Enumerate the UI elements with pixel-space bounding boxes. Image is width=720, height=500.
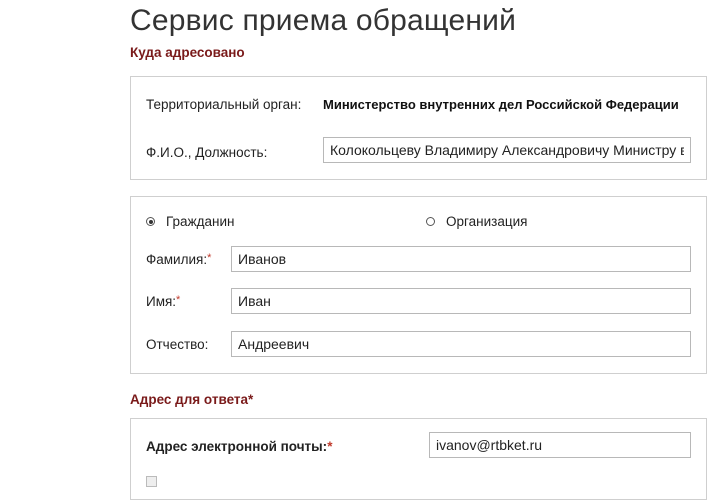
radio-organization-label[interactable]: Организация: [446, 214, 528, 229]
required-mark: *: [176, 294, 181, 306]
territorial-value: Министерство внутренних дел Российской Федерации: [323, 97, 679, 112]
radio-citizen[interactable]: [146, 217, 155, 226]
email-label: Адрес электронной почты:*: [146, 439, 333, 454]
addressee-panel: [130, 76, 707, 180]
patronymic-label: Отчество:: [146, 337, 209, 352]
fio-label: Ф.И.О., Должность:: [146, 145, 268, 160]
reply-heading: Адрес для ответа*: [130, 392, 254, 407]
faded-checkbox[interactable]: [146, 476, 157, 487]
required-mark: *: [207, 252, 212, 264]
applicant-panel: [130, 196, 707, 374]
required-mark: *: [248, 392, 254, 407]
page-title: Сервис приема обращений: [130, 4, 517, 37]
fio-input[interactable]: [323, 137, 691, 163]
territorial-label: Территориальный орган:: [146, 97, 302, 112]
name-label: Имя:*: [146, 294, 181, 309]
patronymic-input[interactable]: [231, 331, 691, 357]
surname-input[interactable]: [231, 246, 691, 272]
reply-panel: [130, 418, 707, 500]
email-input[interactable]: [429, 432, 691, 458]
radio-organization[interactable]: [426, 217, 435, 226]
required-mark: *: [327, 439, 333, 454]
name-input[interactable]: [231, 288, 691, 314]
radio-citizen-label[interactable]: Гражданин: [166, 214, 235, 229]
addressee-heading: Куда адресовано: [130, 45, 245, 60]
surname-label: Фамилия:*: [146, 252, 212, 267]
